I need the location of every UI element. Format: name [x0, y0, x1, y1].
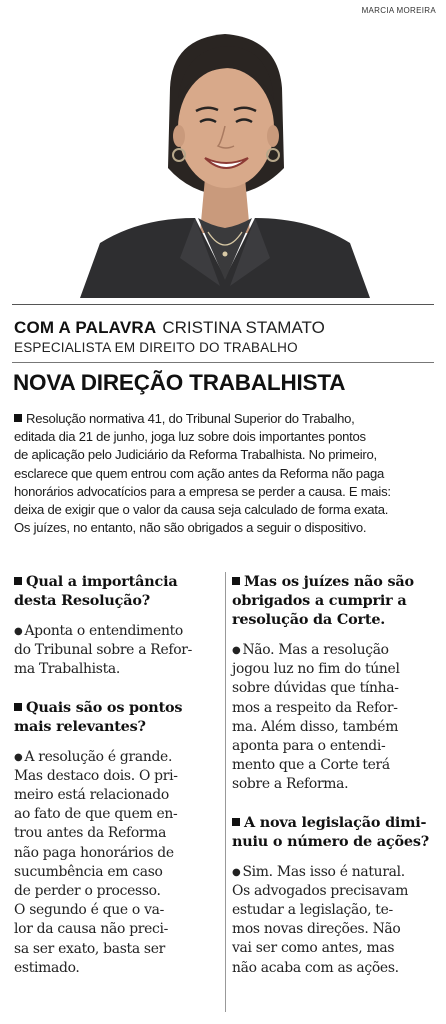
- answer-line: de perder o processo.: [14, 883, 161, 900]
- middle-divider: [12, 362, 434, 363]
- answer-line: estimado.: [14, 959, 80, 976]
- answer-line: jogou luz no fim do túnel: [232, 661, 400, 678]
- question-line: Qual a importância: [14, 572, 220, 591]
- answer: [14, 622, 220, 680]
- answer-line: mos novas direções. Não: [232, 921, 401, 938]
- answer-line: do Tribunal sobre a Refor-: [14, 642, 193, 659]
- answer-line: aponta para o entendi-: [232, 738, 386, 755]
- answer-line: mos a respeito da Refor-: [232, 699, 398, 716]
- question-line: Mas os juízes não são: [232, 572, 438, 591]
- answer-line: sucumbência em caso: [14, 863, 163, 880]
- question-line: nuiu o número de ações?: [232, 832, 429, 850]
- top-divider: [12, 304, 434, 305]
- question: [232, 813, 438, 851]
- answer-line: ● Não. Mas a resolução: [232, 641, 438, 660]
- portrait-image: [60, 18, 390, 298]
- answer-line: ● Aponta o entendimento: [14, 622, 220, 641]
- column-divider: [225, 572, 226, 1012]
- answer-line: ma Trabalhista.: [14, 661, 120, 678]
- question-line: A nova legislação dimi-: [232, 813, 438, 832]
- intro-paragraph: [14, 410, 436, 537]
- answer-line: sobre dúvidas que tínha-: [232, 680, 399, 697]
- question-line: mais relevantes?: [14, 717, 146, 735]
- question-line: Quais são os pontos: [14, 698, 220, 717]
- byline: [14, 318, 325, 338]
- intro-line: Os juízes, no entanto, não são obrigados a seguir o dispositivo.: [14, 520, 367, 536]
- intro-line: editada dia 21 de junho, joga luz sobre dois importantes pontos: [14, 429, 366, 445]
- intro-line: de aplicação pelo Judiciário da Reforma Trabalhista. No primeiro,: [14, 447, 377, 463]
- question: [14, 572, 220, 610]
- answer-line: sobre a Reforma.: [232, 776, 349, 793]
- answer-line: meiro está relacionado: [14, 787, 169, 804]
- interviewee-photo: [60, 18, 390, 298]
- answer: [14, 748, 220, 978]
- intro-line: Resolução normativa 41, do Tribunal Superior do Trabalho,: [14, 410, 436, 428]
- answer: [232, 641, 438, 795]
- answer-line: não paga honorários de: [14, 844, 174, 861]
- photo-credit: MARCIA MOREIRA: [361, 6, 436, 15]
- question-line: desta Resolução?: [14, 592, 150, 609]
- intro-line: honorários advocatícios para a empresa se perder a causa. E mais:: [14, 483, 391, 499]
- left-column: [14, 572, 220, 978]
- answer-line: mento que a Corte terá: [232, 757, 390, 774]
- answer-line: ● Sim. Mas isso é natural.: [232, 863, 438, 882]
- question-line: resolução da Corte.: [232, 611, 386, 628]
- intro-line: esclarece que quem entrou com ação antes da Reforma não paga: [14, 465, 385, 481]
- answer-line: O segundo é que o va-: [14, 902, 165, 919]
- right-column: [232, 572, 438, 978]
- section-label: COM A PALAVRA: [14, 318, 157, 337]
- question: [14, 698, 220, 736]
- answer-line: não acaba com as ações.: [232, 959, 399, 976]
- answer-line: ma. Além disso, também: [232, 718, 399, 735]
- interviewee-name: CRISTINA STAMATO: [162, 318, 325, 337]
- answer-line: trou antes da Reforma: [14, 825, 167, 842]
- answer-line: ● A resolução é grande.: [14, 748, 220, 767]
- answer-line: Mas destaco dois. O pri-: [14, 767, 178, 784]
- answer-line: sa ser exato, basta ser: [14, 940, 166, 957]
- interviewee-title: ESPECIALISTA EM DIREITO DO TRABALHO: [14, 340, 298, 355]
- answer: [232, 863, 438, 978]
- headline: NOVA DIREÇÃO TRABALHISTA: [13, 370, 346, 395]
- answer-line: estudar a legislação, te-: [232, 902, 393, 919]
- answer-line: vai ser como antes, mas: [232, 940, 395, 957]
- question-line: obrigados a cumprir a: [232, 592, 407, 609]
- intro-line: deixa de exigir que o valor da causa seja calculado de forma exata.: [14, 502, 389, 518]
- answer-line: ao fato de que quem en-: [14, 806, 178, 823]
- answer-line: Os advogados precisavam: [232, 882, 409, 899]
- answer-line: lor da causa não preci-: [14, 921, 169, 938]
- question: [232, 572, 438, 629]
